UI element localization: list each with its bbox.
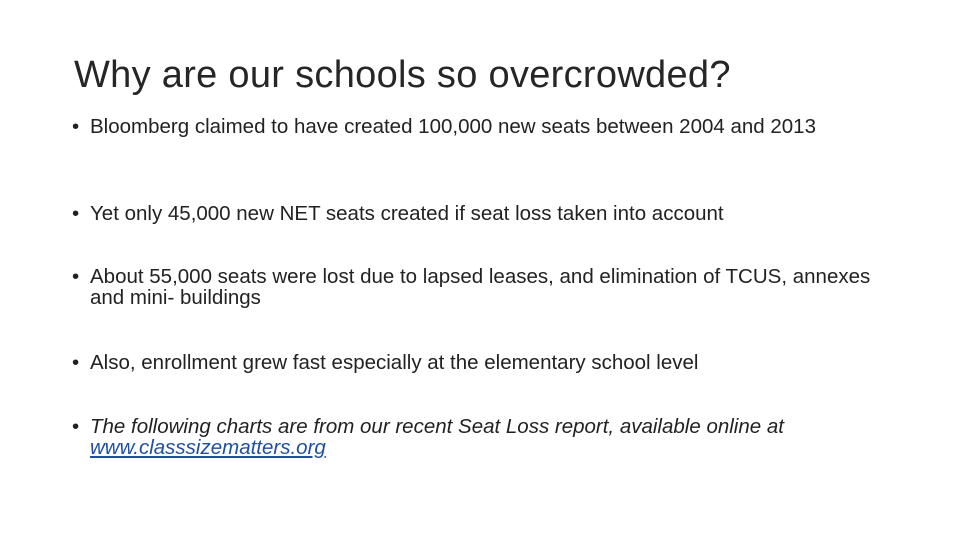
website-link[interactable]: www.classsizematters.org <box>90 436 326 459</box>
bullet-item-charts-note <box>72 416 892 458</box>
bullet-marker: • <box>72 351 80 374</box>
bullet-marker: • <box>72 265 80 288</box>
bullet-text: Yet only 45,000 new NET seats created if seat loss taken into account <box>90 202 724 225</box>
bullet-marker: • <box>72 115 80 138</box>
slide-title: Why are our schools so overcrowded? <box>74 54 731 96</box>
bullet-item-seats-lost <box>72 266 892 308</box>
bullet-text-italic <box>90 416 892 458</box>
bullet-text: Bloomberg claimed to have created 100,000 new seats between 2004 and 2013 <box>90 115 816 138</box>
bullet-marker: • <box>72 202 80 225</box>
bullet-text: About 55,000 seats were lost due to lapsed leases, and elimination of TCUS, annexes and mini- buildings <box>90 265 871 309</box>
charts-note-text: The following charts are from our recent Seat Loss report, available online at <box>90 415 784 438</box>
bullet-marker: • <box>72 415 80 438</box>
bullet-item-net-seats <box>72 203 892 224</box>
bullet-item-seats-claimed <box>72 116 892 137</box>
bullet-item-enrollment <box>72 352 892 373</box>
bullet-text: Also, enrollment grew fast especially at the elementary school level <box>90 351 699 374</box>
